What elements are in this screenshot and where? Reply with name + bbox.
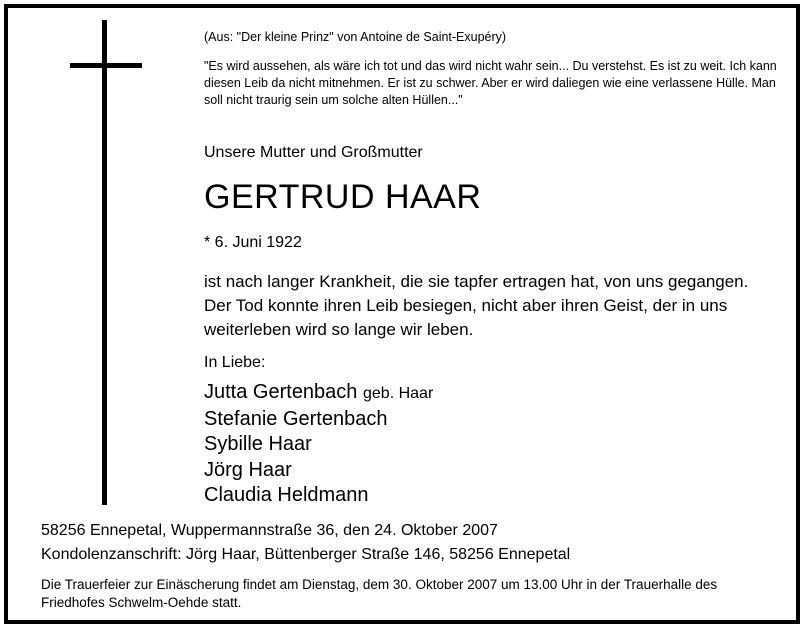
mourner-note: geb. Haar — [363, 385, 434, 402]
mourner — [204, 483, 433, 509]
quote-source: (Aus: "Der kleine Prinz" von Antoine de Saint-Exupéry) — [204, 30, 507, 44]
mourner-name: Jörg Haar — [204, 458, 292, 481]
mourner — [204, 458, 433, 484]
mourner-name: Stefanie Gertenbach — [204, 407, 388, 430]
mourner-name: Jutta Gertenbach — [204, 381, 358, 403]
cross-horizontal-bar — [70, 63, 142, 68]
cross-vertical-bar — [102, 20, 107, 505]
deceased-name: GERTRUD HAAR — [204, 178, 482, 216]
mourner — [204, 432, 433, 458]
in-love-label: In Liebe: — [204, 354, 266, 371]
mourner-name: Sybille Haar — [204, 433, 312, 455]
mourner-name: Claudia Heldmann — [204, 484, 369, 506]
intro-line: Unsere Mutter und Großmutter — [204, 144, 423, 161]
obituary-message: ist nach langer Krankheit, die sie tapfer ertragen hat, von uns gegangen. Der Tod konnte ihren Leib besiegen, nicht aber ihren Geist, der in uns weiterleben wird so lange wir leben. — [204, 272, 749, 339]
mourner-list — [204, 380, 433, 509]
obituary-notice — [4, 4, 800, 624]
condolence-address: Kondolenzanschrift: Jörg Haar, Büttenberger Straße 146, 58256 Ennepetal — [41, 546, 571, 563]
quote-text: "Es wird aussehen, als wäre ich tot und das wird nicht wahr sein... Du verstehst. Es ist zu weit. Ich kann diesen Leib da nicht mitnehmen. Er ist zu schwer. Aber er wird daliegen wie eine verlassene Hülle. Man soll nicht traurig sein um solche alten Hüllen..." — [204, 59, 777, 107]
ceremony-info: Die Trauerfeier zur Einäscherung findet am Dienstag, dem 30. Oktober 2007 um 13.00 Uhr in der Trauerhalle des Friedhofes Schwelm-Oehde statt. — [41, 577, 718, 610]
mourner — [204, 380, 433, 407]
birth-date: * 6. Juni 1922 — [204, 234, 302, 251]
mourner — [204, 407, 433, 433]
place-and-date: 58256 Ennepetal, Wuppermannstraße 36, den 24. Oktober 2007 — [41, 522, 498, 539]
